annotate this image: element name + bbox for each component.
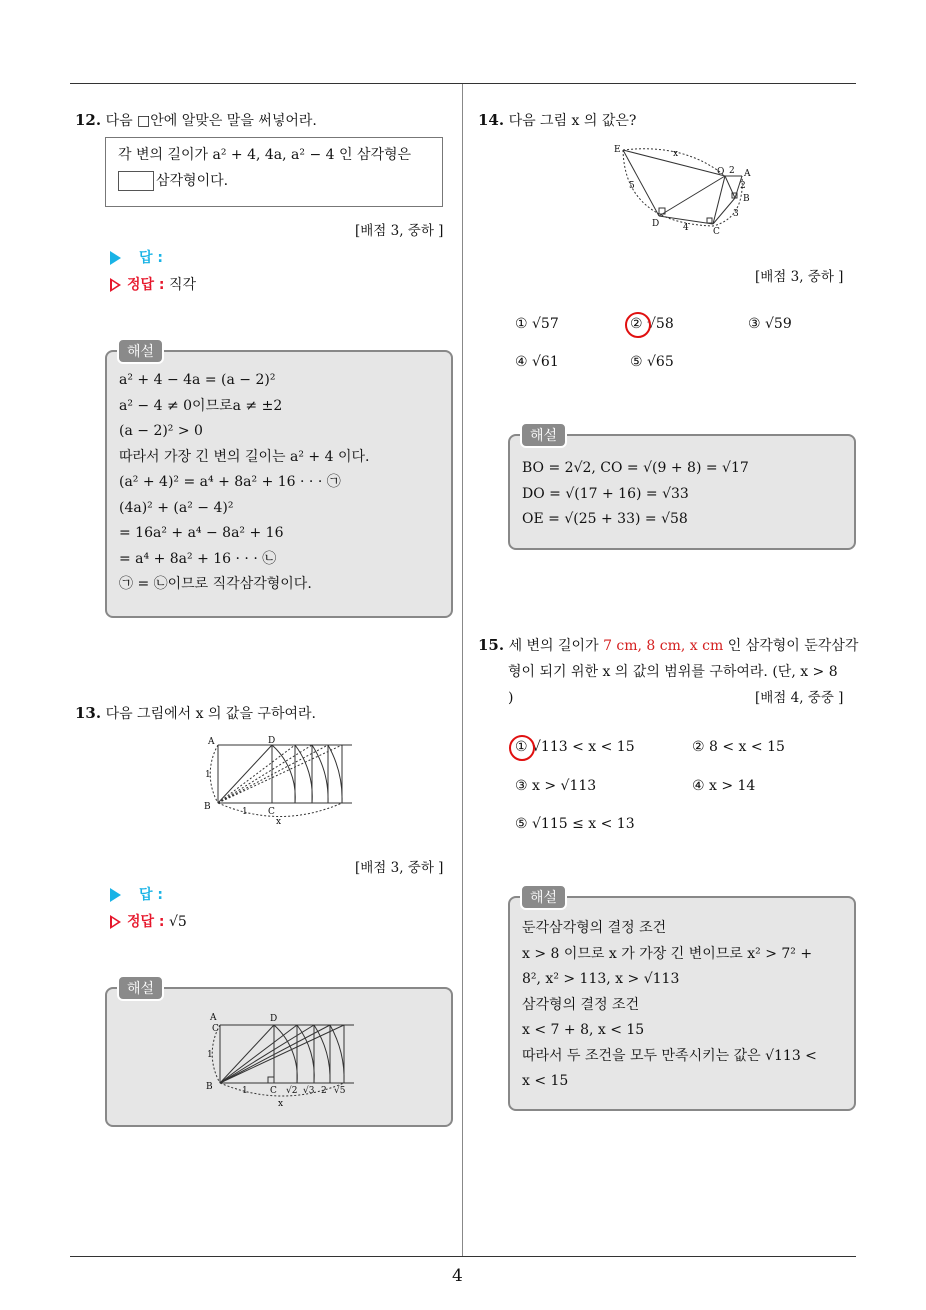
- outline-triangle-icon: [110, 915, 121, 929]
- q15-sol-line: 둔각삼각형의 결정 조건: [522, 920, 667, 936]
- q12-correct-label: 정답 :: [127, 277, 165, 293]
- q15-text-red: 7 cm, 8 cm, x cm: [603, 638, 724, 654]
- q12-correct-value: 직각: [168, 277, 197, 293]
- q15-sol-line: x < 15: [522, 1073, 569, 1089]
- q14-fig-label: 3: [733, 209, 739, 219]
- column-divider: [462, 84, 463, 1256]
- q15-sol-line: x < 7 + 8, x < 15: [522, 1022, 645, 1038]
- q13-answer-row: [110, 884, 163, 904]
- q14-choice-3[interactable]: ③ √59: [748, 316, 792, 332]
- q15-sol-line: 따라서 두 조건을 모두 만족시키는 값은 √113 <: [522, 1047, 817, 1064]
- q13-fig-label: x: [276, 817, 282, 825]
- q13-solution-figure: [202, 1009, 362, 1109]
- q15-text-line2: 형이 되기 위한 x 의 값의 범위를 구하여라. (단, x > 8: [508, 664, 838, 680]
- q12-sol-line: 따라서 가장 긴 변의 길이는 a² + 4 이다.: [119, 448, 370, 465]
- q14-choice-2[interactable]: ② √58: [630, 316, 674, 332]
- q13-solution-box: [105, 987, 453, 1127]
- play-icon: [110, 251, 121, 265]
- q12-sol-line: (a² + 4)² = a⁴ + 8a² + 16 · · · ㉠: [119, 474, 341, 490]
- bottom-rule: [70, 1256, 856, 1257]
- q13-sol-fig-label: 2: [321, 1086, 327, 1096]
- q12-header: [75, 110, 317, 130]
- q14-choice-4[interactable]: ④ √61: [515, 354, 559, 370]
- q13-correct-value: √5: [168, 914, 187, 930]
- q12-text: 다음 □안에 알맞은 말을 써넣어라.: [105, 113, 317, 129]
- q13-fig-label: C: [268, 807, 275, 817]
- q12-solution-box: [105, 350, 453, 618]
- q13-sol-fig-label: A: [210, 1013, 217, 1023]
- q14-fig-label: 2: [740, 181, 746, 191]
- q14-number: 14.: [478, 111, 505, 129]
- q14-choice-1[interactable]: ① √57: [515, 316, 559, 332]
- q14-figure: [605, 138, 765, 238]
- q15-solution-tag: 해설: [520, 884, 567, 910]
- q13-fig-label: A: [208, 737, 215, 747]
- q15-choice-3[interactable]: ③ x > √113: [515, 778, 597, 794]
- q13-sol-fig-label: D: [270, 1014, 278, 1024]
- q14-sol-line: OE = √(25 + 33) = √58: [522, 511, 688, 527]
- q14-choice-5[interactable]: ⑤ √65: [630, 354, 674, 370]
- q12-sol-line: (a − 2)² > 0: [119, 423, 203, 439]
- q12-answer-row: [110, 247, 163, 267]
- q13-sol-fig-label: C: [270, 1086, 277, 1096]
- q13-answer-label: 답 :: [139, 887, 163, 903]
- q14-solution-tag: 해설: [520, 422, 567, 448]
- q15-score: [배점 4, 중중 ]: [755, 690, 844, 706]
- q14-fig-label: O: [717, 167, 725, 177]
- q14-selected-circle: [625, 312, 651, 338]
- q13-correct-row: [110, 911, 187, 931]
- q14-fig-label: 2: [729, 166, 735, 176]
- q13-fig-label: 1: [242, 807, 248, 817]
- q12-box-line2: 삼각형이다.: [156, 173, 229, 189]
- q12-box-line1: 각 변의 길이가 a² + 4, 4a, a² − 4 인 삼각형은: [118, 147, 412, 163]
- q15-choice-1[interactable]: ① √113 < x < 15: [515, 739, 635, 755]
- q15-number: 15.: [478, 636, 505, 654]
- q13-sol-fig-label: x: [278, 1099, 284, 1109]
- q13-fig-label: B: [204, 802, 211, 812]
- q15-choice-4[interactable]: ④ x > 14: [692, 778, 756, 794]
- q13-sol-fig-label: 1: [242, 1086, 248, 1096]
- q13-header: [75, 703, 316, 723]
- q13-sol-fig-label: B: [206, 1082, 213, 1092]
- q12-sol-line: a² − 4 ≠ 0이므로a ≠ ±2: [119, 397, 283, 414]
- q14-fig-label: 5: [629, 181, 635, 191]
- q13-sol-fig-label: √5: [334, 1086, 346, 1096]
- q14-fig-label: E: [614, 145, 621, 155]
- q14-fig-label: 4: [683, 223, 689, 233]
- q14-fig-label: B: [743, 194, 750, 204]
- q12-sol-line: (4a)² + (a² − 4)²: [119, 499, 234, 516]
- q13-fig-label: 1: [205, 770, 211, 780]
- q12-answer-blank[interactable]: [118, 171, 154, 191]
- page-number: 4: [452, 1266, 463, 1286]
- q15-text-a: 세 변의 길이가: [508, 638, 604, 654]
- q13-score: [배점 3, 중하 ]: [355, 860, 444, 876]
- q15-solution-box: [508, 896, 856, 1111]
- q15-selected-circle: [509, 735, 535, 761]
- q14-fig-label: D: [652, 219, 660, 229]
- q14-fig-label: A: [744, 169, 751, 179]
- q12-sol-line: a² + 4 − 4a = (a − 2)²: [119, 372, 276, 388]
- q13-figure: [200, 735, 360, 825]
- play-icon: [110, 888, 121, 902]
- q13-text: 다음 그림에서 x 의 값을 구하여라.: [105, 706, 316, 722]
- q15-sol-line: 삼각형의 결정 조건: [522, 996, 640, 1013]
- q13-sol-fig-label: √3: [303, 1086, 315, 1096]
- q12-score: [배점 3, 중하 ]: [355, 223, 444, 239]
- q13-fig-label: D: [268, 736, 276, 746]
- q12-sol-line: = a⁴ + 8a² + 16 · · · ㉡: [119, 550, 277, 567]
- q13-correct-label: 정답 :: [127, 914, 165, 930]
- q13-number: 13.: [75, 704, 102, 722]
- q14-fig-label: x: [673, 149, 679, 159]
- q12-solution-tag: 해설: [117, 338, 164, 364]
- q14-solution-box: [508, 434, 856, 550]
- q12-sol-line: = 16a² + a⁴ − 8a² + 16: [119, 525, 284, 541]
- q15-text-b: 인 삼각형이 둔각삼각: [723, 638, 859, 654]
- q15-choice-2[interactable]: ② 8 < x < 15: [692, 739, 785, 755]
- q12-answer-label: 답 :: [139, 250, 163, 266]
- q15-sol-line: 8², x² > 113, x > √113: [522, 971, 680, 987]
- q14-sol-line: DO = √(17 + 16) = √33: [522, 485, 689, 502]
- q15-text-line3: ): [508, 690, 514, 706]
- top-rule: [70, 83, 856, 84]
- outline-triangle-icon: [110, 278, 121, 292]
- q15-choice-5[interactable]: ⑤ √115 ≤ x < 13: [515, 816, 635, 832]
- q14-header: [478, 110, 636, 130]
- q13-solution-tag: 해설: [117, 975, 164, 1001]
- q12-sol-line: ㉠ = ㉡이므로 직각삼각형이다.: [119, 576, 312, 592]
- q14-sol-line: BO = 2√2, CO = √(9 + 8) = √17: [522, 460, 749, 476]
- q14-fig-label: C: [713, 227, 720, 237]
- q12-statement-box: [105, 137, 443, 207]
- q13-sol-fig-label: 1: [207, 1050, 213, 1060]
- q15-sol-line: x > 8 이므로 x 가 가장 긴 변이므로 x² > 7² +: [522, 945, 813, 962]
- q14-score: [배점 3, 중하 ]: [755, 269, 844, 285]
- q13-sol-fig-label: √2: [286, 1086, 298, 1096]
- q12-number: 12.: [75, 111, 102, 129]
- q12-correct-row: [110, 274, 196, 294]
- q13-sol-fig-label: C: [212, 1024, 219, 1034]
- q14-text: 다음 그림 x 의 값은?: [508, 113, 637, 129]
